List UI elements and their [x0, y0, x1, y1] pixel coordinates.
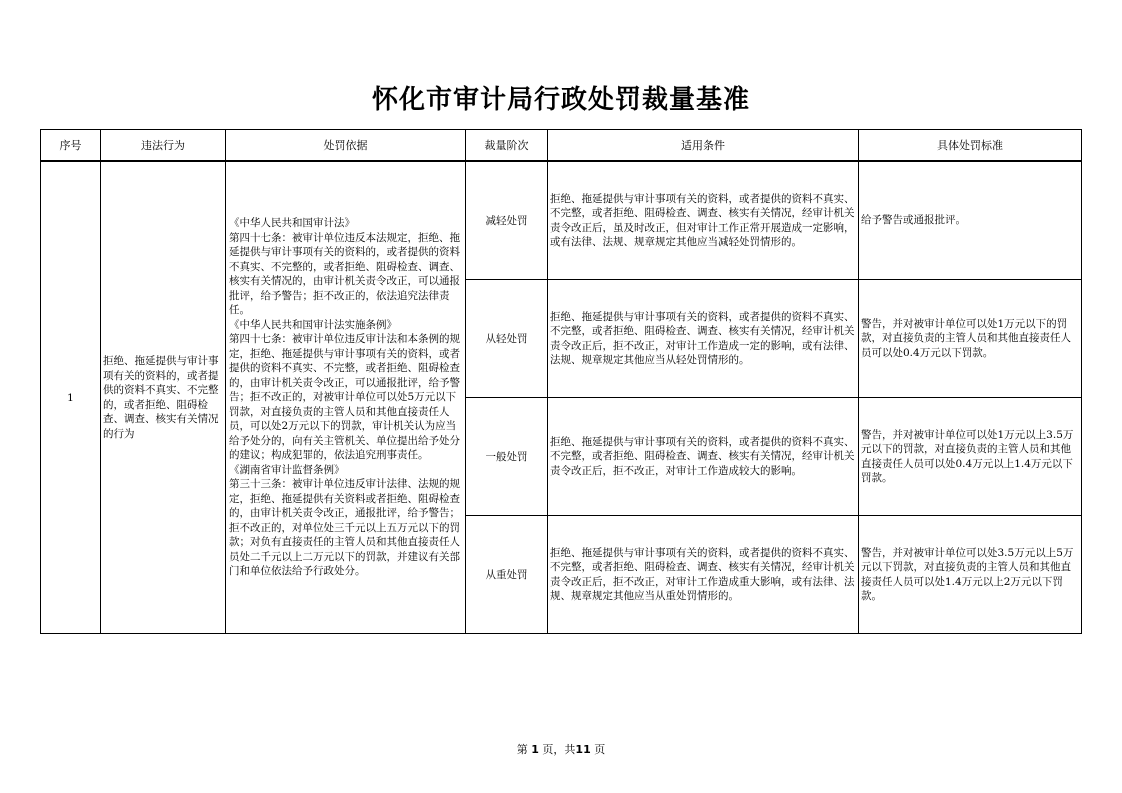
tier-cell: 减轻处罚: [466, 161, 548, 280]
header-basis: 处罚依据: [226, 130, 466, 162]
row-index-cell: 1: [41, 161, 101, 634]
tier-cell: 从重处罚: [466, 516, 548, 634]
header-condition: 适用条件: [548, 130, 859, 162]
basis-provincial-title: 《湖南省审计监督条例》: [229, 463, 345, 476]
condition-cell: 拒绝、拖延提供与审计事项有关的资料，或者提供的资料不真实、不完整，或者拒绝、阻碍检查、调查、核实有关情况，经审计机关责令改正后，拒不改正，对审计工作造成一定的影响，或有法律、法规、规章规定其他应当从轻处罚情形的。: [548, 280, 859, 398]
footer-total-pages: 11: [575, 743, 591, 756]
basis-law-article: 第四十七条：被审计单位违反本法规定，拒绝、拖延提供与审计事项有关的资料的，或者提供的资料不真实、不完整的，或者拒绝、阻碍检查、调查、核实有关情况的，由审计机关责令改正，可以通报批评，给予警告；拒不改正的，依法追究法律责任。: [229, 231, 460, 317]
footer-middle: 页，共: [542, 743, 576, 756]
tier-cell: 从轻处罚: [466, 280, 548, 398]
condition-cell: 拒绝、拖延提供与审计事项有关的资料，或者提供的资料不真实、不完整，或者拒绝、阻碍检查、调查、核实有关情况，经审计机关责令改正后，拒不改正，对审计工作造成重大影响，或有法律、法规、规章规定其他应当从重处罚情形的。: [548, 516, 859, 634]
page-number-footer: [0, 741, 1122, 757]
header-violation: 违法行为: [101, 130, 226, 162]
basis-regulation-title: 《中华人民共和国审计法实施条例》: [229, 318, 397, 331]
header-standard: 具体处罚标准: [859, 130, 1082, 162]
standard-cell: 警告，并对被审计单位可以处1万元以上3.5万元以下的罚款，对直接负责的主管人员和其他直接责任人员可以处0.4万元以上1.4万元以下罚款。: [859, 398, 1082, 516]
standard-cell: 警告，并对被审计单位可以处3.5万元以上5万元以下罚款，对直接负责的主管人员和其他直接责任人员可以处1.4万元以上2万元以下罚款。: [859, 516, 1082, 634]
penalty-table: [40, 129, 1082, 634]
standard-cell: 警告，并对被审计单位可以处1万元以下的罚款，对直接负责的主管人员和其他直接责任人员可以处0.4万元以下罚款。: [859, 280, 1082, 398]
footer-current-page: 1: [531, 743, 539, 756]
basis-provincial-article: 第三十三条：被审计单位违反审计法律、法规的规定，拒绝、拖延提供有关资料或者拒绝、阻碍检查的，由审计机关责令改正，通报批评，给予警告；拒不改正的，对单位处三千元以上五万元以下的罚款；对负有直接责任的主管人员和其他直接责任人员处二千元以上二万元以下的罚款，并建议有关部门和单位依法给予行政处分。: [229, 478, 460, 578]
footer-suffix: 页: [594, 743, 606, 756]
basis-cell: [226, 161, 466, 634]
standard-cell: 给予警告或通报批评。: [859, 161, 1082, 280]
table-header-row: [41, 130, 1082, 162]
page-title: 怀化市审计局行政处罚裁量基准: [371, 85, 750, 115]
violation-cell: 拒绝、拖延提供与审计事项有关的资料的，或者提供的资料不真实、不完整的，或者拒绝、阻碍检查、调查、核实有关情况的行为: [101, 161, 226, 634]
basis-law-title: 《中华人民共和国审计法》: [229, 217, 355, 230]
tier-cell: 一般处罚: [466, 398, 548, 516]
condition-cell: 拒绝、拖延提供与审计事项有关的资料，或者提供的资料不真实、不完整，或者拒绝、阻碍检查、调查、核实有关情况，经审计机关责令改正后，拒不改正，对审计工作造成较大的影响。: [548, 398, 859, 516]
table-row: [41, 161, 1082, 280]
header-index: 序号: [41, 130, 101, 162]
footer-prefix: 第: [516, 743, 528, 756]
header-tier: 裁量阶次: [466, 130, 548, 162]
basis-regulation-article: 第四十七条：被审计单位违反审计法和本条例的规定，拒绝、拖延提供与审计事项有关的资料，或者提供的资料不真实、不完整，或者拒绝、阻碍检查的，由审计机关责令改正，可以通报批评，给予警告；拒不改正的，对被审计单位可以处5万元以下罚款，对直接负责的主管人员和其他直接责任人员，可以处2万元以下的罚款，审计机关认为应当给予处分的，向有关主管机关、单位提出给予处分的建议；构成犯罪的，依法追究刑事责任。: [229, 333, 460, 462]
condition-cell: 拒绝、拖延提供与审计事项有关的资料，或者提供的资料不真实、不完整，或者拒绝、阻碍检查、调查、核实有关情况，经审计机关责令改正后，虽及时改正，但对审计工作正常开展造成一定影响，或有法律、法规、规章规定其他应当减轻处罚情形的。: [548, 161, 859, 280]
